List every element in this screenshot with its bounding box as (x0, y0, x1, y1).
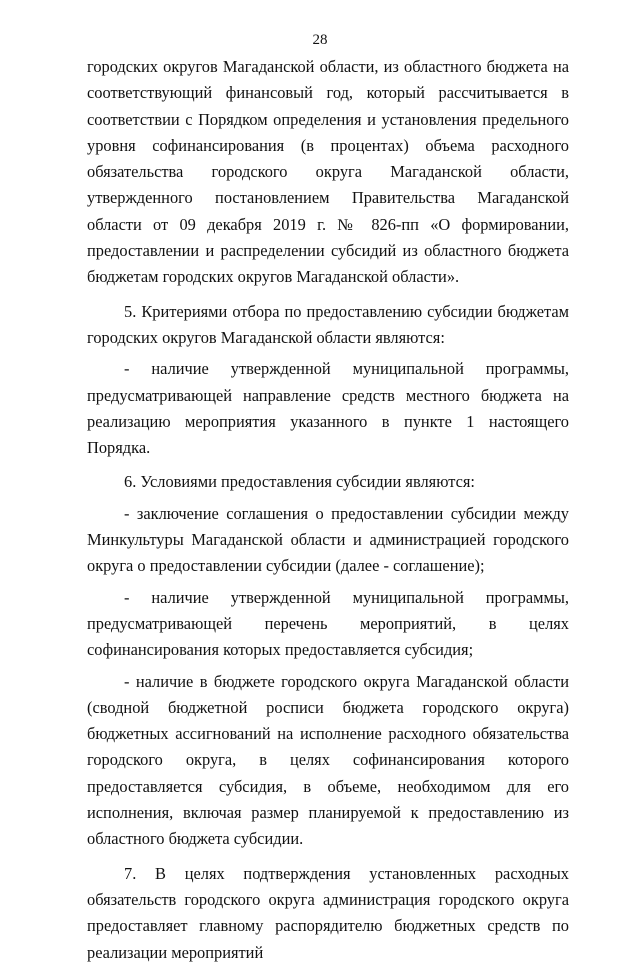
paragraph-confirmation: 7. В целях подтверждения установленных расходных обязательств городского округа администрация городского округа предоставляет главному распорядителю бюджетных средств по реализации мероприятий (87, 863, 569, 962)
paragraph-condition-agreement: - заключение соглашения о предоставлении субсидии между Минкультуры Магаданской области и администрацией городского округа о предоставлении субсидии (далее - соглашение); (87, 503, 569, 576)
paragraph-condition-program: - наличие утвержденной муниципальной программы, предусматривающей перечень мероприятий, в целях софинансирования которых предоставляется субсидия; (87, 587, 569, 660)
paragraph-continuation: городских округов Магаданской области, из областного бюджета на соответствующий финансовый год, который рассчитывается в соответствии с Порядком определения и установления предельного уровня софинансирования (в процентах) объема расходного обязательства городского округа Магаданской области, утвержденного постановлением Правительства Магаданской области от 09 декабря 2019 г. № 826-пп «О формировании, предоставлении и распределении субсидий из областного бюджета бюджетам городских округов Магаданской области». (87, 57, 569, 287)
paragraph-criteria-item: - наличие утвержденной муниципальной программы, предусматривающей направление средств местного бюджета на реализацию мероприятия указанного в пункте 1 настоящего Порядка. (87, 359, 569, 458)
paragraph-selection-criteria: 5. Критериями отбора по предоставлению субсидии бюджетам городских округов Магаданской области являются: (87, 301, 569, 347)
document-body (87, 54, 569, 966)
page-number: 28 (312, 32, 328, 48)
paragraph-conditions: 6. Условиями предоставления субсидии являются: (124, 472, 475, 492)
paragraph-condition-budget: - наличие в бюджете городского округа Магаданской области (сводной бюджетной росписи бюджета городского округа) бюджетных ассигнований на исполнение расходного обязательства городского округа, в целях софинансирования которого предоставляется субсидия, в объеме, необходимом для его исполнения, включая размер планируемой к предоставлению из областного бюджета субсидии. (87, 671, 569, 849)
